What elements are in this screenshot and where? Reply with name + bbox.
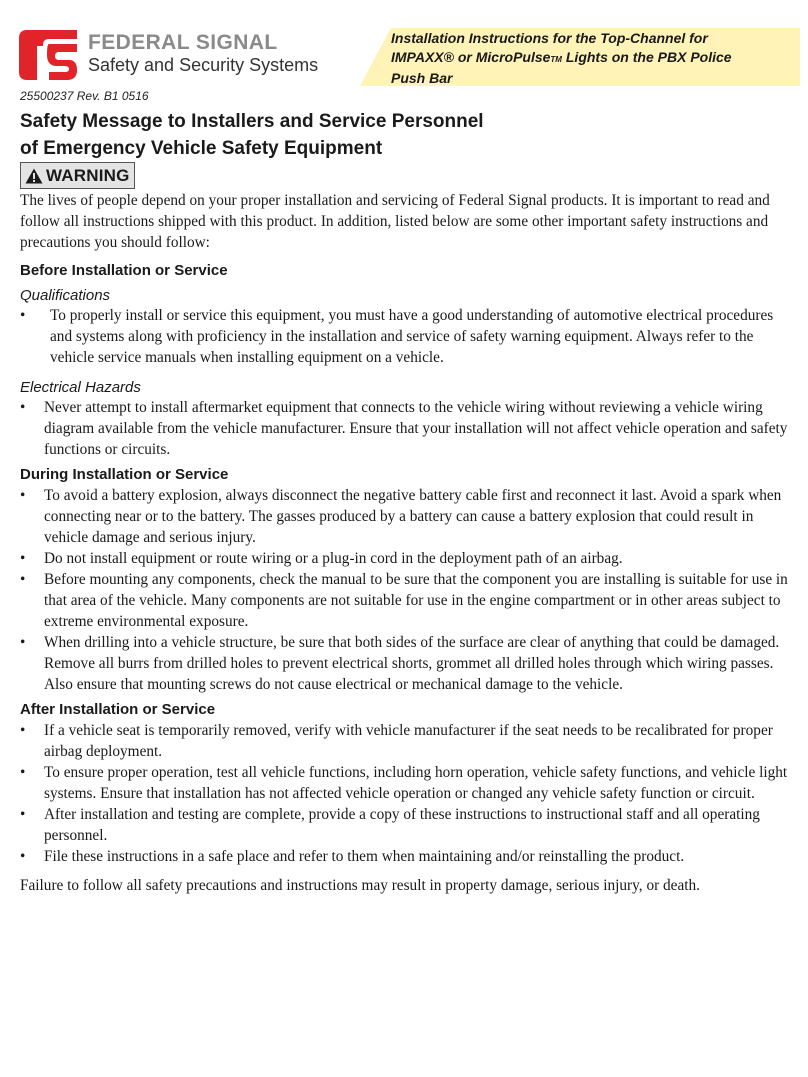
- bullet: •: [20, 399, 26, 416]
- section-heading-after: After Installation or Service: [20, 701, 216, 718]
- list-item: [20, 804, 788, 846]
- list-item: [20, 548, 788, 569]
- document-title-line-1: Installation Instructions for the Top-Channel for: [391, 30, 708, 46]
- list-item-text: If a vehicle seat is temporarily removed, verify with vehicle manufacturer if the seat needs to be recalibrated for proper airbag deployment.: [44, 722, 773, 760]
- subheading-electrical-hazards: Electrical Hazards: [20, 379, 141, 396]
- list-item-text: To properly install or service this equipment, you must have a good understanding of automotive electrical procedures and systems along with proficiency in the installation and service of safety warning equipment. Always refer to the vehicle service manuals when installing equipment on a vehicle.: [50, 307, 774, 366]
- after-list: [20, 720, 788, 867]
- document-title: [391, 29, 791, 88]
- warning-triangle-icon: [25, 168, 43, 184]
- list-item-text: To avoid a battery explosion, always disconnect the negative battery cable first and reconnect it last. Avoid a spark when connecting near or to the battery. The gasses produced by a battery can cause a battery explosion that could result in vehicle damage and serious injury.: [44, 487, 782, 546]
- federal-signal-logo-icon: [19, 30, 77, 80]
- subheading-qualifications: Qualifications: [20, 287, 111, 304]
- document-title-line-2: [391, 48, 791, 69]
- page-title-line-1: Safety Message to Installers and Service Personnel: [20, 111, 484, 132]
- warning-label: WARNING: [46, 165, 130, 185]
- document-title-line-3: Push Bar: [391, 70, 453, 86]
- page-title-line-2: of Emergency Vehicle Safety Equipment: [20, 138, 383, 159]
- list-item: [20, 485, 788, 548]
- page-title: [20, 108, 800, 162]
- document-number: 25500237 Rev. B1 0516: [20, 89, 149, 103]
- bullet: •: [20, 571, 26, 588]
- page-header: [0, 0, 808, 90]
- intro-paragraph: The lives of people depend on your proper installation and servicing of Federal Signal products. It is important to read and follow all instructions shipped with this product. In addition, listed below are some other important safety instructions and precautions you should follow:: [20, 192, 770, 251]
- list-item-text: Do not install equipment or route wiring or a plug-in cord in the deployment path of an airbag.: [44, 550, 623, 567]
- qualifications-list: [20, 305, 788, 368]
- bullet: •: [20, 487, 26, 504]
- list-item-text: To ensure proper operation, test all vehicle functions, including horn operation, vehicle safety functions, and vehicle light systems. Ensure that installation has not affected vehicle operation or changed any vehicle safety function or circuit.: [44, 764, 788, 802]
- bullet: •: [20, 806, 26, 823]
- bullet: •: [20, 634, 26, 651]
- during-list: [20, 485, 788, 695]
- list-item: [20, 632, 788, 695]
- brand-name: FEDERAL SIGNAL: [88, 31, 278, 54]
- list-item: [20, 569, 788, 632]
- document-body: [20, 190, 788, 896]
- document-title-line-2b: Lights on the PBX Police: [561, 49, 732, 65]
- electrical-hazards-list: [20, 397, 788, 460]
- bullet: •: [20, 722, 26, 739]
- list-item-text: When drilling into a vehicle structure, be sure that both sides of the surface are clear of anything that could be damaged. Remove all burrs from drilled holes to prevent electrical shorts, grommet all drilled holes through which wiring passes. Also ensure that mounting screws do not cause electrical or mechanical damage to the vehicle.: [44, 634, 780, 693]
- trademark-mark: TM: [550, 55, 562, 64]
- bullet: •: [20, 764, 26, 781]
- section-heading-during: During Installation or Service: [20, 466, 229, 483]
- list-item: [20, 762, 788, 804]
- closing-paragraph: Failure to follow all safety precautions and instructions may result in property damage, serious injury, or death.: [20, 877, 700, 894]
- list-item-text: Never attempt to install aftermarket equipment that connects to the vehicle wiring without reviewing a vehicle wiring diagram available from the vehicle manufacturer. Ensure that your installation will not affect vehicle operation and safety functions or circuits.: [44, 399, 788, 458]
- bullet: •: [20, 848, 26, 865]
- list-item: [20, 846, 788, 867]
- list-item: [20, 305, 788, 368]
- document-title-line-2a: IMPAXX® or MicroPulse: [391, 49, 551, 65]
- list-item-text: File these instructions in a safe place and refer to them when maintaining and/or reinstalling the product.: [44, 848, 685, 865]
- warning-badge: [20, 162, 135, 189]
- list-item: [20, 397, 788, 460]
- list-item-text: After installation and testing are complete, provide a copy of these instructions to instructional staff and all operating personnel.: [44, 806, 760, 844]
- brand-tagline: Safety and Security Systems: [88, 55, 319, 75]
- list-item: [20, 720, 788, 762]
- bullet: •: [20, 550, 26, 567]
- list-item-text: Before mounting any components, check the manual to be sure that the component you are installing is suitable for use in that area of the vehicle. Many components are not suitable for use in the engine compartment or in other areas subject to extreme environmental exposure.: [44, 571, 788, 630]
- bullet: •: [20, 307, 26, 324]
- section-heading-before: Before Installation or Service: [20, 262, 228, 279]
